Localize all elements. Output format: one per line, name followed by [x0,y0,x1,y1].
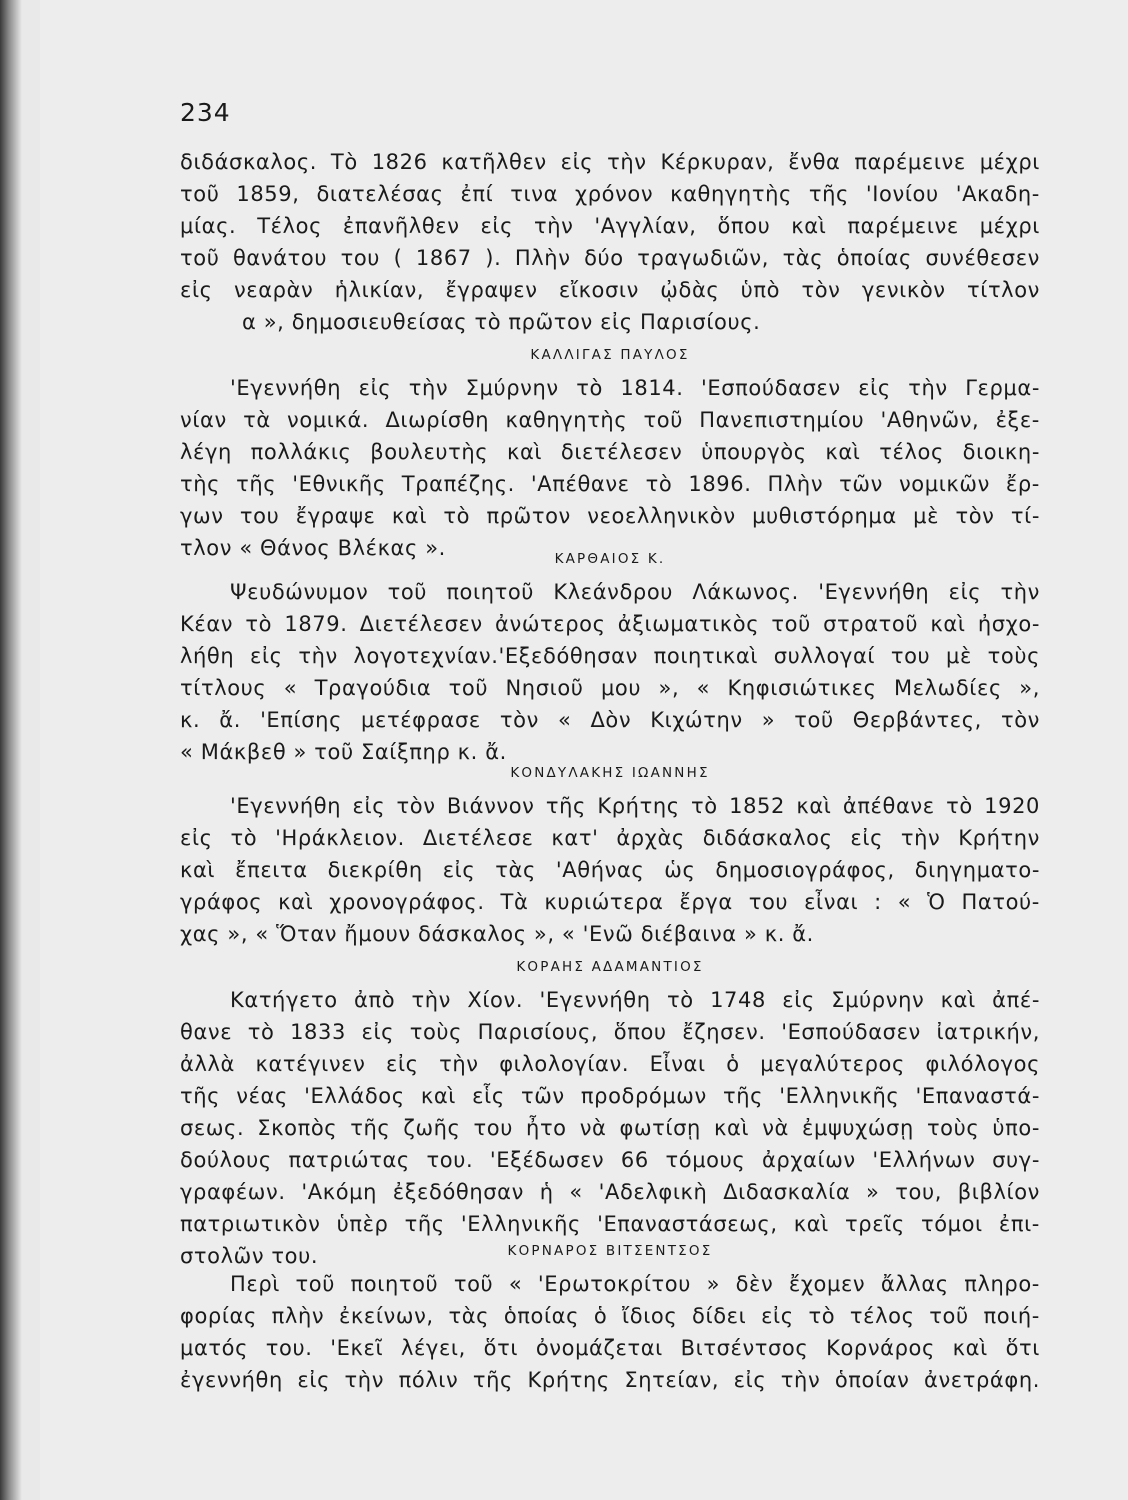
intro-paragraph [180,146,1040,338]
text-line: εἰς νεαρὰν ἡλικίαν, ἔγραψεν εἴκοσιν ᾠδὰς ὑπὸ τὸν γενικὸν τίτλον [180,278,1040,302]
text-line: φορίας πλὴν ἐκείνων, τὰς ὁποίας ὁ ἴδιος δίδει εἰς τὸ τέλος τοῦ ποιή- [180,1304,1040,1328]
entry-kalligas [180,338,1040,564]
text-line: Κέαν τὸ 1879. Διετέλεσεν ἀνώτερος ἀξιωματικὸς τοῦ στρατοῦ καὶ ἠσχο- [180,612,1040,636]
text-line: ματός του. 'Εκεῖ λέγει, ὅτι ὀνομάζεται Βιτσέντσος Κορνάρος καὶ ὅτι [180,1336,1040,1360]
entry-karthaios [180,542,1040,768]
text-line: τίτλους « Τραγούδια τοῦ Νησιοῦ μου », « Κηφισιώτικες Μελωδίες », [180,676,1040,700]
text-line: νίαν τὰ νομικά. Διωρίσθη καθηγητὴς τοῦ Πανεπιστημίου 'Αθηνῶν, ἐξε- [180,408,1040,432]
text-line: τοῦ 1859, διατελέσας ἐπί τινα χρόνον καθηγητὴς τῆς 'Ιονίου 'Ακαδη- [180,182,1040,206]
text-line: δούλους πατριώτας του. 'Εξέδωσεν 66 τόμους ἀρχαίων 'Ελλήνων συγ- [180,1148,1040,1172]
book-spine-shadow [0,0,22,1500]
text-line: τλον « Θάνος Βλέκας ». [180,536,446,560]
text-line: κ. ἄ. 'Επίσης μετέφρασε τὸν « Δὸν Κιχώτην » τοῦ Θερβάντες, τὸν [180,708,1040,732]
text-line: χας », « Ὅταν ἤμουν δάσκαλος », « 'Ενῶ διέβαινα » κ. ἄ. [180,922,814,946]
text-line: θανε τὸ 1833 εἰς τοὺς Παρισίους, ὅπου ἔζησεν. 'Εσπούδασεν ἰατρικήν, [180,1020,1040,1044]
text-line: « Μάκβεθ » τοῦ Σαίξπηρ κ. ἄ. [180,740,507,764]
text-line: λήθη εἰς τὴν λογοτεχνίαν.'Εξεδόθησαν ποιητικαὶ συλλογαί του μὲ τοὺς [180,644,1040,668]
text-line: καὶ ἔπειτα διεκρίθη εἰς τὰς 'Αθήνας ὡς δημοσιογράφος, διηγηματο- [180,858,1040,882]
text-line: στολῶν του. [180,1244,319,1268]
entry-heading: ΚΟΡΝΑΡΟΣ ΒΙΤΣΕΝΤΣΟΣ [507,1243,713,1259]
entry-korais [180,950,1040,1272]
text-line: α », δημοσιευθείσας τὸ πρῶτον εἰς Παρισίους. [242,310,761,334]
text-line: Περὶ τοῦ ποιητοῦ τοῦ « 'Ερωτοκρίτου » δὲν ἔχομεν ἄλλας πληρο- [230,1272,1040,1296]
text-line: σεως. Σκοπὸς τῆς ζωῆς του ἦτο νὰ φωτίσῃ καὶ νὰ ἐμψυχώσῃ τοὺς ὑπο- [180,1116,1040,1140]
text-line: τῆς νέας 'Ελλάδος καὶ εἷς τῶν προδρόμων τῆς 'Ελληνικῆς 'Επαναστά- [180,1084,1040,1108]
text-line: εἰς τὸ 'Ηράκλειον. Διετέλεσε κατ' ἀρχὰς διδάσκαλος εἰς τὴν Κρήτην [180,826,1040,850]
text-line: γων του ἔγραψε καὶ τὸ πρῶτον νεοελληνικὸν μυθιστόρημα μὲ τὸν τί- [180,504,1040,528]
text-line: 'Εγεννήθη εἰς τὸν Βιάννον τῆς Κρήτης τὸ 1852 καὶ ἀπέθανε τὸ 1920 [230,794,1040,818]
entry-heading: ΚΟΡΑΗΣ ΑΔΑΜΑΝΤΙΟΣ [516,959,704,975]
text-line: τοῦ θανάτου του ( 1867 ). Πλὴν δύο τραγωδιῶν, τὰς ὁποίας συνέθεσεν [180,246,1040,270]
text-line: 'Εγεννήθη εἰς τὴν Σμύρνην τὸ 1814. 'Εσπούδασεν εἰς τὴν Γερμα- [230,376,1040,400]
text-line: τὴς τῆς 'Εθνικῆς Τραπέζης. 'Απέθανε τὸ 1896. Πλὴν τῶν νομικῶν ἔρ- [180,472,1040,496]
page-number: 234 [180,98,231,127]
text-line: ἐγεννήθη εἰς τὴν πόλιν τῆς Κρήτης Σητείαν, εἰς τὴν ὁποίαν ἀνετράφη. [180,1368,1040,1392]
text-line: γραφέων. 'Ακόμη ἐξεδόθησαν ἡ « 'Αδελφικὴ Διδασκαλία » του, βιβλίον [180,1180,1040,1204]
entry-kornaros [180,1234,1040,1396]
text-line: διδάσκαλος. Τὸ 1826 κατῆλθεν εἰς τὴν Κέρκυραν, ἔνθα παρέμεινε μέχρι [180,150,1040,174]
entry-kondylakis [180,756,1040,950]
text-line: γράφος καὶ χρονογράφος. Τὰ κυριώτερα ἔργα του εἶναι : « Ὁ Πατού- [180,890,1040,914]
text-line: μίας. Τέλος ἐπανῆλθεν εἰς τὴν 'Αγγλίαν, ὅπου καὶ παρέμεινε μέχρι [180,214,1040,238]
entry-heading: ΚΟΝΔΥΛΑΚΗΣ ΙΩΑΝΝΗΣ [510,765,710,781]
text-line: πατριωτικὸν ὑπὲρ τῆς 'Ελληνικῆς 'Επαναστάσεως, καὶ τρεῖς τόμοι ἐπι- [180,1212,1040,1236]
entry-heading: ΚΑΛΛΙΓΑΣ ΠΑΥΛΟΣ [530,347,690,363]
text-line: λέγη πολλάκις βουλευτὴς καὶ διετέλεσεν ὑπουργὸς καὶ τέλος διοικη- [180,440,1040,464]
entry-heading: ΚΑΡΘΑΙΟΣ Κ. [554,551,666,567]
text-line: Κατήγετο ἀπὸ τὴν Χίον. 'Εγεννήθη τὸ 1748 εἰς Σμύρνην καὶ ἀπέ- [230,988,1040,1012]
text-line: Ψευδώνυμον τοῦ ποιητοῦ Κλεάνδρου Λάκωνος. 'Εγεννήθη εἰς τὴν [230,580,1040,604]
text-line: ἀλλὰ κατέγινεν εἰς τὴν φιλολογίαν. Εἶναι ὁ μεγαλύτερος φιλόλογος [180,1052,1040,1076]
